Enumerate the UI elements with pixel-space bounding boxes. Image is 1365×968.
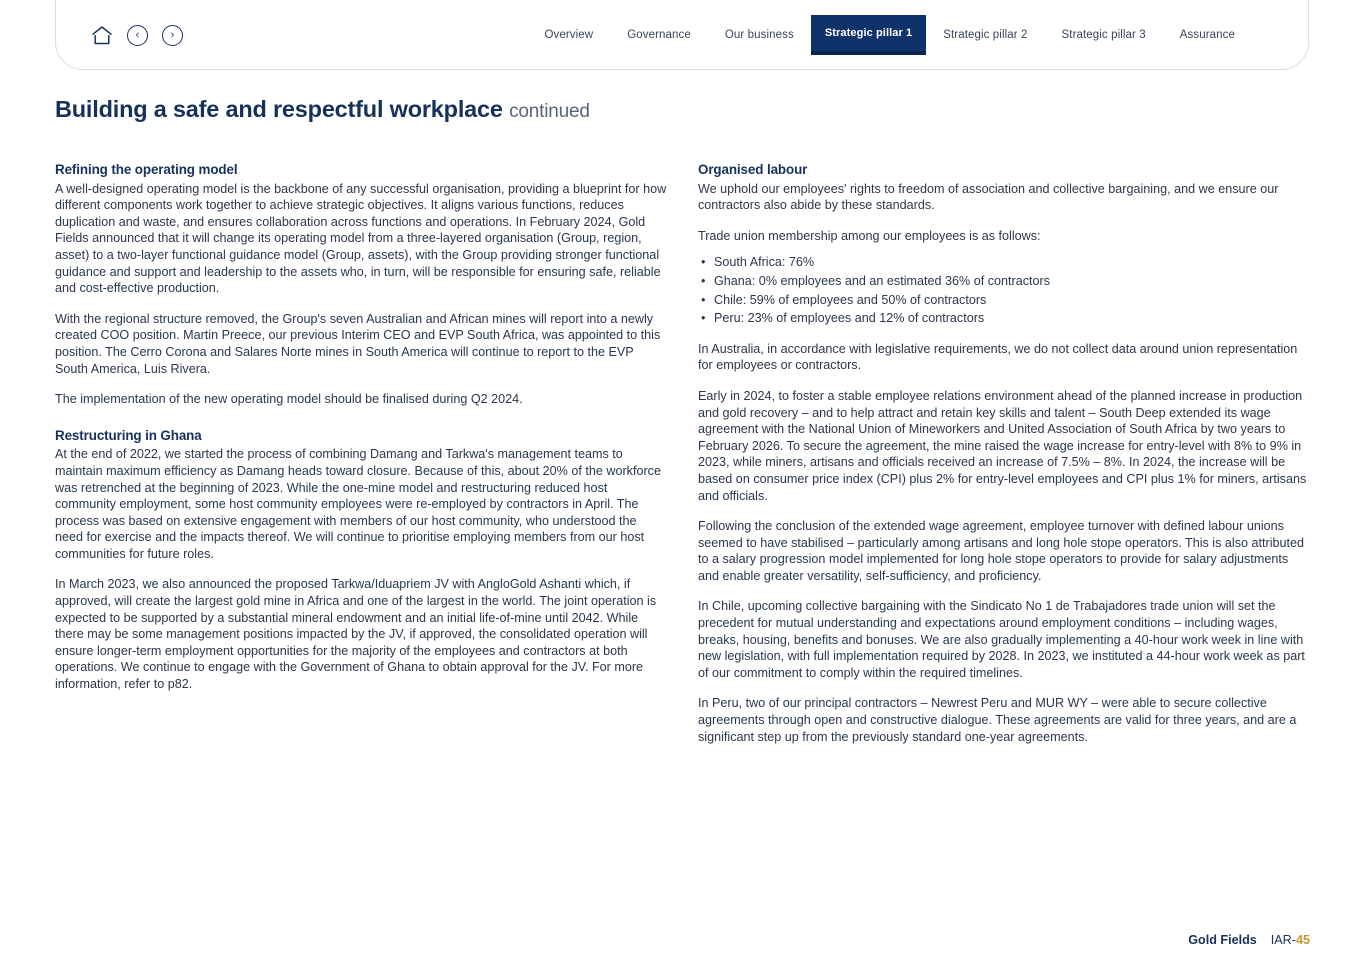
nav-inner xyxy=(56,1,1308,69)
tab-our-business[interactable]: Our business xyxy=(724,29,794,41)
paragraph-implementation-timing: The implementation of the new operating model should be finalised during Q2 2024. xyxy=(55,392,523,407)
nav-icon-group xyxy=(56,25,183,46)
paragraph-employee-turnover: Following the conclusion of the extended wage agreement, employee turnover with defined labour unions seemed to have stabilised – particularly among artisans and long hole stope operators. This is also attributed to a salary progression model implemented for long hole stope operators to provide for salary adjustments and enable greater versatility, self-sufficiency, and proficiency. xyxy=(698,519,1305,583)
left-column xyxy=(55,162,667,707)
paragraph-south-deep-wage-agreement: Early in 2024, to foster a stable employee relations environment ahead of the planned increase in production and gold recovery – and to help attract and retain key skills and talent – South Deep extended its wage agreement with the National Union of Mineworkers and United Association of South Africa by two years to February 2026. To secure the agreement, the mine raised the wage increase for entry-level with 8% to 9% in 2023, while miners, artisans and officials received an increase of 7.5% – 8%. In 2024, the increase will be based on consumer price index (CPI) plus 2% for entry-level employees and CPI plus 1% for miners, artisans and officials. xyxy=(698,388,1307,503)
paragraph-freedom-of-association: We uphold our employees' rights to freedom of association and collective bargaining, and we ensure our contractors also abide by these standards. xyxy=(698,181,1279,213)
paragraph-peru-contractors: In Peru, two of our principal contractors – Newrest Peru and MUR WY – were able to secure collective agreements through open and constructive dialogue. These agreements are valid for three years, and are a significant step up from the previously standard one-year agreements. xyxy=(698,696,1297,744)
section-heading-restructuring-in-ghana: Restructuring in Ghana xyxy=(55,427,202,443)
paragraph-trade-union-intro: Trade union membership among our employees is as follows: xyxy=(698,228,1041,243)
tab-governance[interactable]: Governance xyxy=(627,29,691,41)
footer-brand: Gold Fields xyxy=(1188,933,1257,947)
next-page-icon[interactable]: › xyxy=(162,25,183,46)
page-footer xyxy=(1188,933,1310,947)
page-title xyxy=(55,96,590,123)
list-item: • Ghana: 0% employees and an estimated 36% of contractors xyxy=(714,273,1312,290)
section-heading-organised-labour: Organised labour xyxy=(698,162,808,177)
paragraph-australia-union-data: In Australia, in accordance with legislative requirements, we do not collect data around union representation for employees or contractors. xyxy=(698,341,1298,373)
tab-strategic-pillar-1[interactable]: Strategic pillar 1 xyxy=(811,15,926,55)
top-navigation-bar xyxy=(55,0,1309,70)
page-title-continued: continued xyxy=(509,101,590,122)
paragraph-chile-collective-bargaining: In Chile, upcoming collective bargaining with the Sindicato No 1 de Trabajadores trade union will set the precedent for mutual understanding and expectations around employment conditions – including wages, breaks, housing, benefits and bonuses. We are also gradually implementing a 40-hour work week in line with new legislation, with full implementation required by 2028. In 2023, we instituted a 44-hour work week as part of our commitment to comply within the required timelines. xyxy=(698,599,1305,680)
paragraph-tarkwa-iduapriem-jv: In March 2023, we also announced the proposed Tarkwa/Iduapriem JV with AngloGold Ashanti which, if approved, will create the largest gold mine in Africa and one of the largest in the world. The joint operation is expected to be supported by a substantial mineral endowment and an initial life-of-mine until 2042. While there may be some management positions impacted by the JV, if approved, the consolidated operation will ensure longer-term employment opportunities for the majority of the employees and contractors at both operations. We continue to engage with the Government of Ghana to obtain approval for the JV. For more information, refer to p82. xyxy=(55,577,657,692)
paragraph-regional-structure: With the regional structure removed, the Group's seven Australian and African mines will report into a newly created COO position. Martin Preece, our previous Interim CEO and EVP South Africa, was appointed to this position. The Cerro Corona and Salares Norte mines in South America will continue to report to the EVP South America, Luis Rivera. xyxy=(55,311,661,376)
list-item: • Chile: 59% of employees and 50% of contractors xyxy=(714,292,1312,309)
list-item: • South Africa: 76% xyxy=(714,254,1312,271)
footer-page-number: 45 xyxy=(1295,933,1310,947)
nav-tabs xyxy=(527,1,1308,69)
tab-assurance[interactable]: Assurance xyxy=(1179,29,1235,41)
trade-union-membership-list xyxy=(698,254,1312,326)
section-heading-refining-the-operating-model: Refining the operating model xyxy=(55,162,238,177)
tab-overview[interactable]: Overview xyxy=(544,29,594,41)
paragraph-operating-model-intro: A well-designed operating model is the backbone of any successful organisation, providing a blueprint for how different components work together to achieve strategic objectives. It aligns various functions, reduces duplication and waste, and ensures collaboration across functions and operations. In February 2024, Gold Fields announced that it will change its operating model from a three-layered organisation (Group, region, asset) to a two-layer functional guidance model (Group, assets), with the Group providing stronger functional guidance and support and leadership to the assets who, in turn, will be responsible for ensuring safe, reliable and cost-effective production. xyxy=(55,181,667,296)
page-title-main: Building a safe and respectful workplace xyxy=(55,96,503,122)
previous-page-icon[interactable]: ‹ xyxy=(127,25,148,46)
tab-strategic-pillar-3[interactable]: Strategic pillar 3 xyxy=(1061,29,1146,41)
right-column xyxy=(698,162,1312,759)
footer-report-code: IAR xyxy=(1270,933,1292,947)
paragraph-damang-tarkwa-merge: At the end of 2022, we started the process of combining Damang and Tarkwa's management teams to maintain maximum efficiency as Damang heads toward closure. Because of this, about 20% of the workforce was retrenched at the beginning of 2023. While the one-mine model and restructuring reduced host community employment, some host community employees were re-employed by contractors in April. The process was based on extensive engagement with members of our host community, who understood the need for exercise and the impacts thereof. We will continue to prioritise employing members from our host communities for future roles. xyxy=(55,447,661,561)
home-icon[interactable] xyxy=(91,25,113,46)
tab-strategic-pillar-2[interactable]: Strategic pillar 2 xyxy=(943,29,1028,41)
footer-page-reference: IAR-45 xyxy=(1270,933,1310,947)
list-item: • Peru: 23% of employees and 12% of contractors xyxy=(714,310,1312,327)
